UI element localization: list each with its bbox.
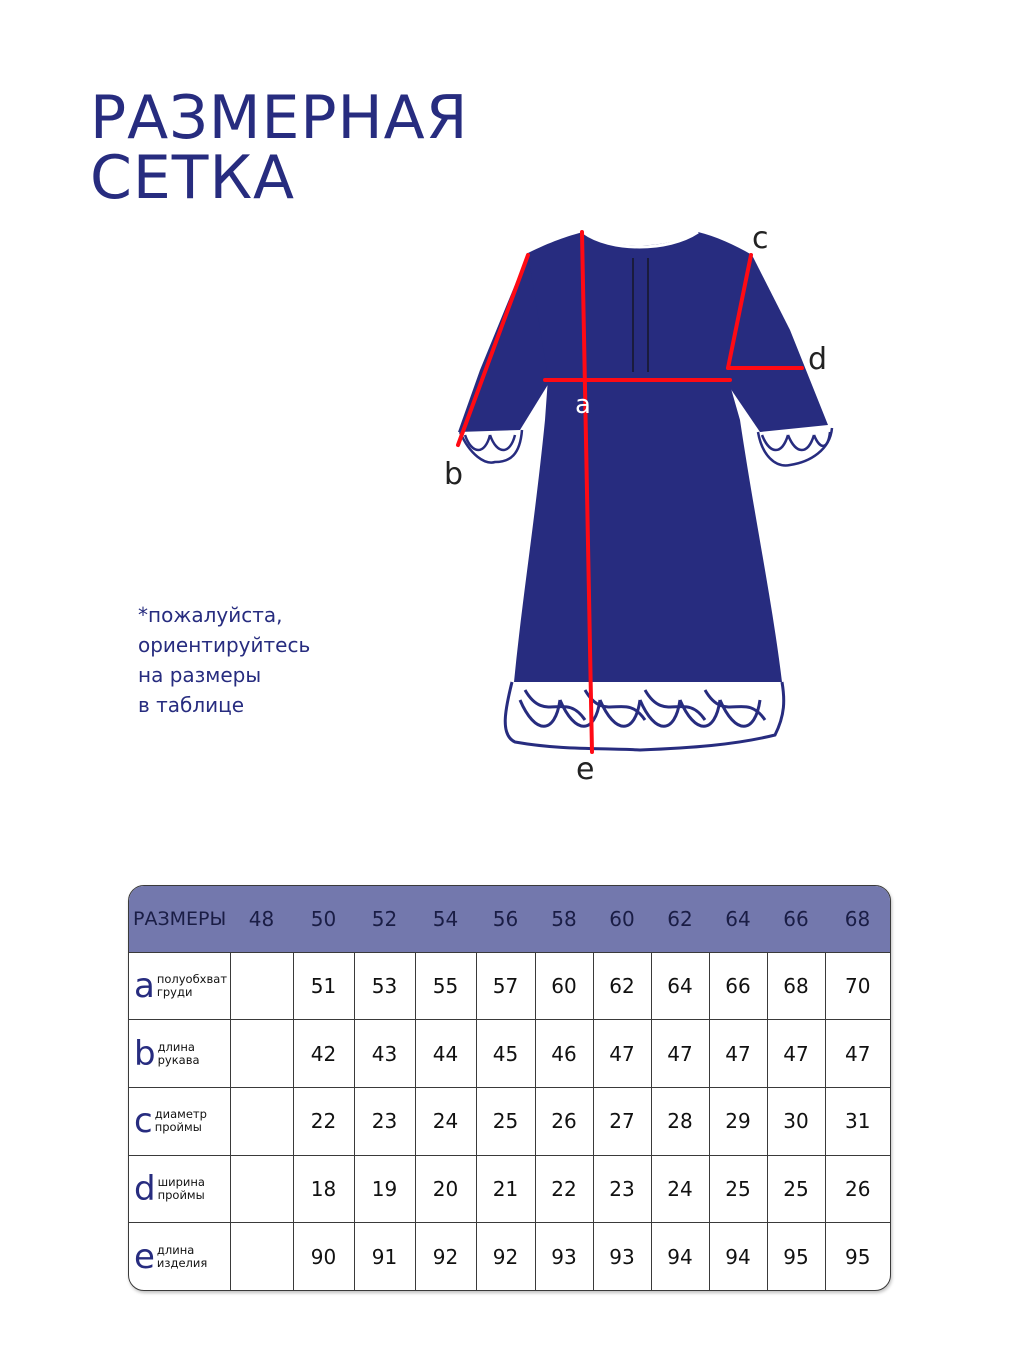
table-row [129, 1223, 890, 1290]
size-header: 62 [667, 906, 693, 931]
row-label [129, 1101, 230, 1142]
table-cell: 29 [709, 1087, 767, 1155]
row-desc-line-2: проймы [157, 1187, 205, 1202]
note-line-4: в таблице [138, 693, 245, 717]
size-header: 52 [371, 906, 398, 931]
table-cell: 27 [593, 1087, 651, 1155]
title-line-1: РАЗМЕРНАЯ [90, 83, 469, 153]
row-letter: b [134, 1033, 156, 1074]
table-cell: 47 [767, 1020, 825, 1088]
row-label [129, 1168, 230, 1209]
table-cell [230, 1223, 293, 1290]
row-label [129, 1033, 230, 1074]
table-cell: 55 [415, 952, 476, 1020]
row-letter: c [134, 1101, 153, 1142]
table-row [129, 1087, 890, 1155]
table-cell: 26 [825, 1155, 890, 1223]
table-cell: 70 [825, 952, 890, 1020]
table-cell: 60 [535, 952, 593, 1020]
table-cell: 92 [476, 1223, 535, 1290]
table-cell: 43 [354, 1020, 415, 1088]
table-cell: 53 [354, 952, 415, 1020]
row-desc-line-2: изделия [156, 1255, 208, 1270]
size-header: 50 [310, 906, 337, 931]
measure-label-b: b [444, 457, 464, 492]
table-cell: 25 [709, 1155, 767, 1223]
row-description [158, 1176, 205, 1202]
measure-label-e: e [576, 752, 595, 787]
row-label-cell [129, 1155, 230, 1223]
row-letter: d [134, 1168, 156, 1209]
row-letter: a [134, 965, 155, 1006]
table-cell [230, 952, 293, 1020]
table-cell: 23 [593, 1155, 651, 1223]
table-cell: 94 [651, 1223, 709, 1290]
row-label-cell [129, 1223, 230, 1290]
table-cell: 44 [415, 1020, 476, 1088]
row-desc-line-2: проймы [154, 1120, 202, 1135]
table-cell: 68 [767, 952, 825, 1020]
table-cell: 47 [709, 1020, 767, 1088]
table-cell: 42 [293, 1020, 354, 1088]
row-label-cell [129, 952, 230, 1020]
table-cell: 47 [651, 1020, 709, 1088]
row-desc-line-2: груди [156, 984, 193, 999]
row-desc-line-2: рукава [157, 1052, 200, 1067]
row-label [129, 1236, 230, 1277]
page-title [90, 83, 469, 213]
table-row [129, 1155, 890, 1223]
table-cell: 64 [651, 952, 709, 1020]
table-cell: 90 [293, 1223, 354, 1290]
table-cell: 93 [535, 1223, 593, 1290]
table-cell: 23 [354, 1087, 415, 1155]
table-cell: 66 [709, 952, 767, 1020]
table-cell: 57 [476, 952, 535, 1020]
row-description [157, 1244, 207, 1270]
size-table [128, 885, 891, 1291]
row-desc-line-1: длина [157, 1039, 195, 1054]
table-cell: 28 [651, 1087, 709, 1155]
table-cell: 95 [825, 1223, 890, 1290]
size-header: 66 [783, 906, 809, 931]
row-description [155, 1108, 207, 1134]
row-letter: e [134, 1236, 155, 1277]
table-cell: 47 [593, 1020, 651, 1088]
table-cell [230, 1020, 293, 1088]
table-row [129, 952, 890, 1020]
row-desc-line-1: полуобхват [156, 971, 228, 986]
size-header: 60 [609, 906, 635, 931]
table-cell: 91 [354, 1223, 415, 1290]
measure-label-d: d [808, 342, 828, 377]
table-cell: 94 [709, 1223, 767, 1290]
row-desc-line-1: длина [156, 1242, 195, 1257]
row-description [157, 973, 227, 999]
table-row [129, 1020, 890, 1088]
table-cell: 22 [293, 1087, 354, 1155]
table-cell: 25 [767, 1155, 825, 1223]
right-cuff-lace [758, 428, 832, 465]
table-cell: 46 [535, 1020, 593, 1088]
row-label-cell [129, 1020, 230, 1088]
table-cell: 20 [415, 1155, 476, 1223]
measure-label-c: c [752, 221, 769, 256]
size-header: 48 [248, 906, 275, 931]
table-cell: 24 [651, 1155, 709, 1223]
table-cell: 22 [535, 1155, 593, 1223]
hem-lace [505, 682, 784, 750]
note-line-3: на размеры [138, 663, 262, 687]
row-label-cell [129, 1087, 230, 1155]
size-note [138, 600, 310, 720]
title-line-2: СЕТКА [90, 143, 296, 213]
size-header: 58 [551, 906, 577, 931]
table-cell: 45 [476, 1020, 535, 1088]
size-header: 54 [432, 906, 459, 931]
table-cell: 62 [593, 952, 651, 1020]
size-header: 68 [844, 906, 871, 931]
row-desc-line-1: ширина [157, 1174, 205, 1189]
table-cell: 25 [476, 1087, 535, 1155]
table-cell: 21 [476, 1155, 535, 1223]
row-description [158, 1041, 200, 1067]
row-label [129, 965, 230, 1006]
size-header: 56 [492, 906, 519, 931]
size-header: 64 [725, 906, 751, 931]
table-cell: 92 [415, 1223, 476, 1290]
table-cell: 26 [535, 1087, 593, 1155]
table-cell [230, 1155, 293, 1223]
table-cell: 95 [767, 1223, 825, 1290]
measure-label-a: a [575, 390, 591, 420]
left-cuff-lace [460, 430, 522, 463]
table-cell: 31 [825, 1087, 890, 1155]
table-cell: 19 [354, 1155, 415, 1223]
table-cell: 93 [593, 1223, 651, 1290]
note-line-1: *пожалуйста, [138, 603, 283, 627]
row-desc-line-1: диаметр [154, 1107, 207, 1122]
table-cell: 51 [293, 952, 354, 1020]
header-sizes-label: РАЗМЕРЫ [133, 907, 227, 930]
table-cell [230, 1087, 293, 1155]
table-cell: 47 [825, 1020, 890, 1088]
table-cell: 24 [415, 1087, 476, 1155]
table-header-row [129, 886, 890, 952]
table-cell: 30 [767, 1087, 825, 1155]
note-line-2: ориентируйтесь [138, 633, 311, 657]
dress-illustration [430, 215, 850, 775]
table-cell: 18 [293, 1155, 354, 1223]
